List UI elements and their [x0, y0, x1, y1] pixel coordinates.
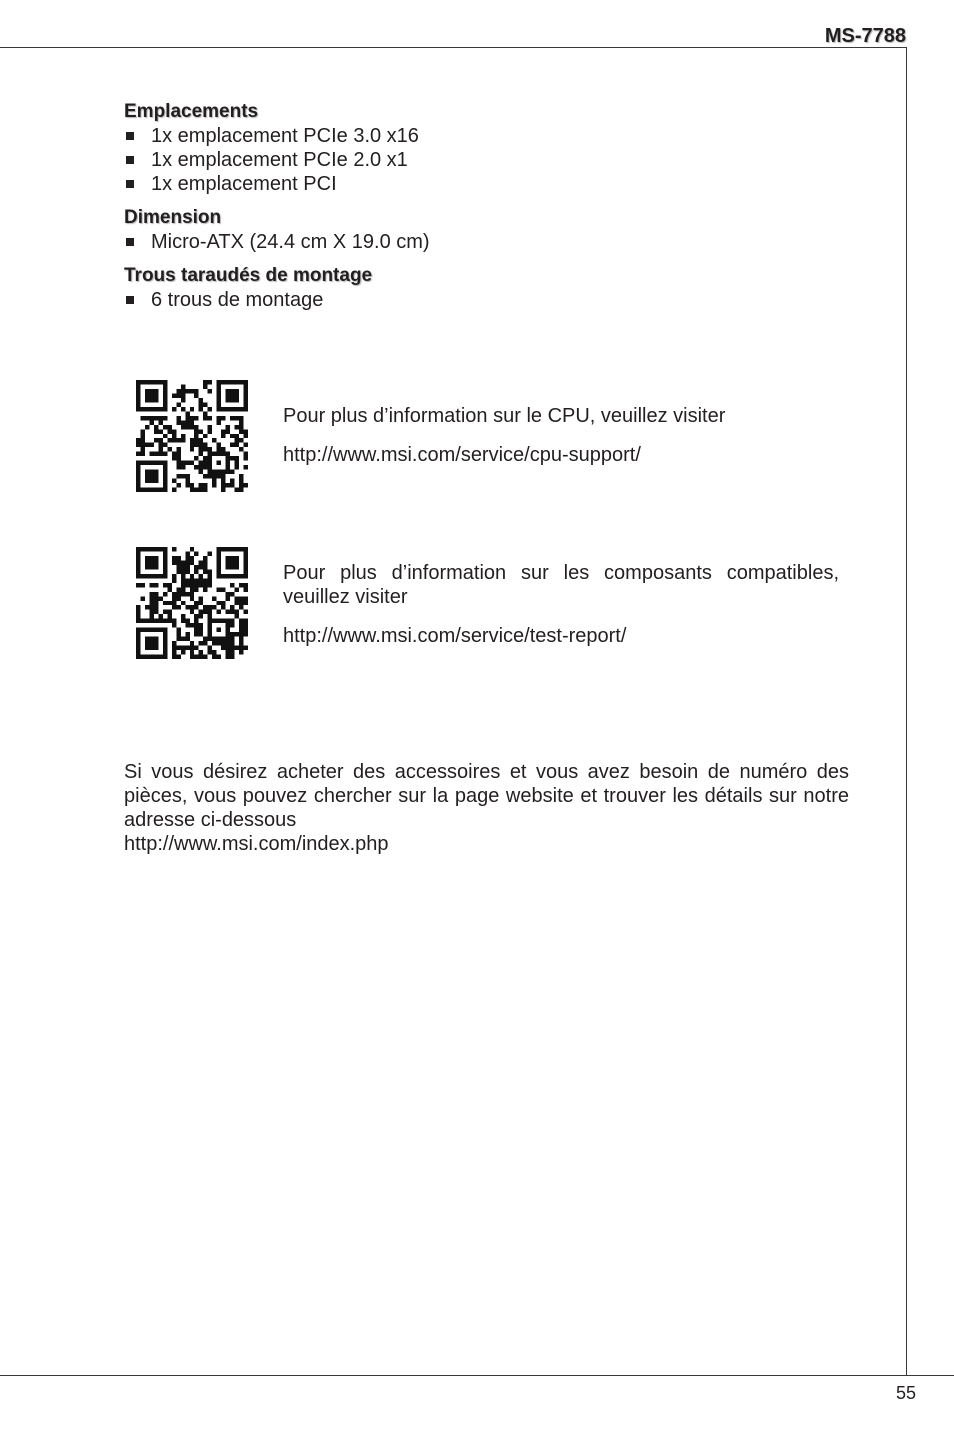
list-item [124, 230, 849, 254]
list-item-text: 1x emplacement PCI [151, 173, 337, 195]
bullet-list [124, 124, 849, 196]
square-bullet-icon [126, 296, 134, 304]
list-item-text: 6 trous de montage [151, 289, 324, 311]
section-dimension [124, 206, 849, 254]
section-heading: Dimension [124, 207, 222, 228]
cpu-support-url: http://www.msi.com/service/cpu-support/ [283, 444, 641, 466]
specifications-list [124, 100, 849, 312]
right-margin-rule [906, 47, 907, 1376]
footer-rule [0, 1375, 954, 1376]
model-number: MS-7788 [824, 25, 906, 47]
section-heading: Trous taraudés de montage [124, 265, 373, 286]
square-bullet-icon [126, 156, 134, 164]
accessories-paragraph: Si vous désirez acheter des accessoires et vous avez besoin de numéro des pièces, vous pouvez chercher sur la page website et trouver les détails sur notre adresse ci-dessous [124, 761, 849, 831]
section-heading: Emplacements [124, 101, 259, 122]
list-item [124, 172, 849, 196]
list-item [124, 124, 849, 148]
section-mounting-holes [124, 264, 849, 312]
square-bullet-icon [126, 132, 134, 140]
bullet-list [124, 288, 849, 312]
bullet-list [124, 230, 849, 254]
cpu-info-text: Pour plus d’information sur le CPU, veuillez visiter [283, 405, 726, 427]
square-bullet-icon [126, 238, 134, 246]
square-bullet-icon [126, 180, 134, 188]
list-item-text: Micro-ATX (24.4 cm X 19.0 cm) [151, 231, 430, 253]
list-item-text: 1x emplacement PCIe 3.0 x16 [151, 125, 419, 147]
page-number: 55 [895, 1383, 916, 1403]
msi-index-url: http://www.msi.com/index.php [124, 833, 389, 855]
list-item [124, 288, 849, 312]
qr-code-test-report [136, 547, 248, 659]
test-report-url: http://www.msi.com/service/test-report/ [283, 625, 627, 647]
header-rule [0, 47, 907, 48]
section-emplacements [124, 100, 849, 196]
list-item [124, 148, 849, 172]
list-item-text: 1x emplacement PCIe 2.0 x1 [151, 149, 408, 171]
qr-code-cpu-support [136, 380, 248, 492]
compatibility-info-text: Pour plus d’information sur les composants compatibles, veuillez visiter [283, 562, 839, 608]
